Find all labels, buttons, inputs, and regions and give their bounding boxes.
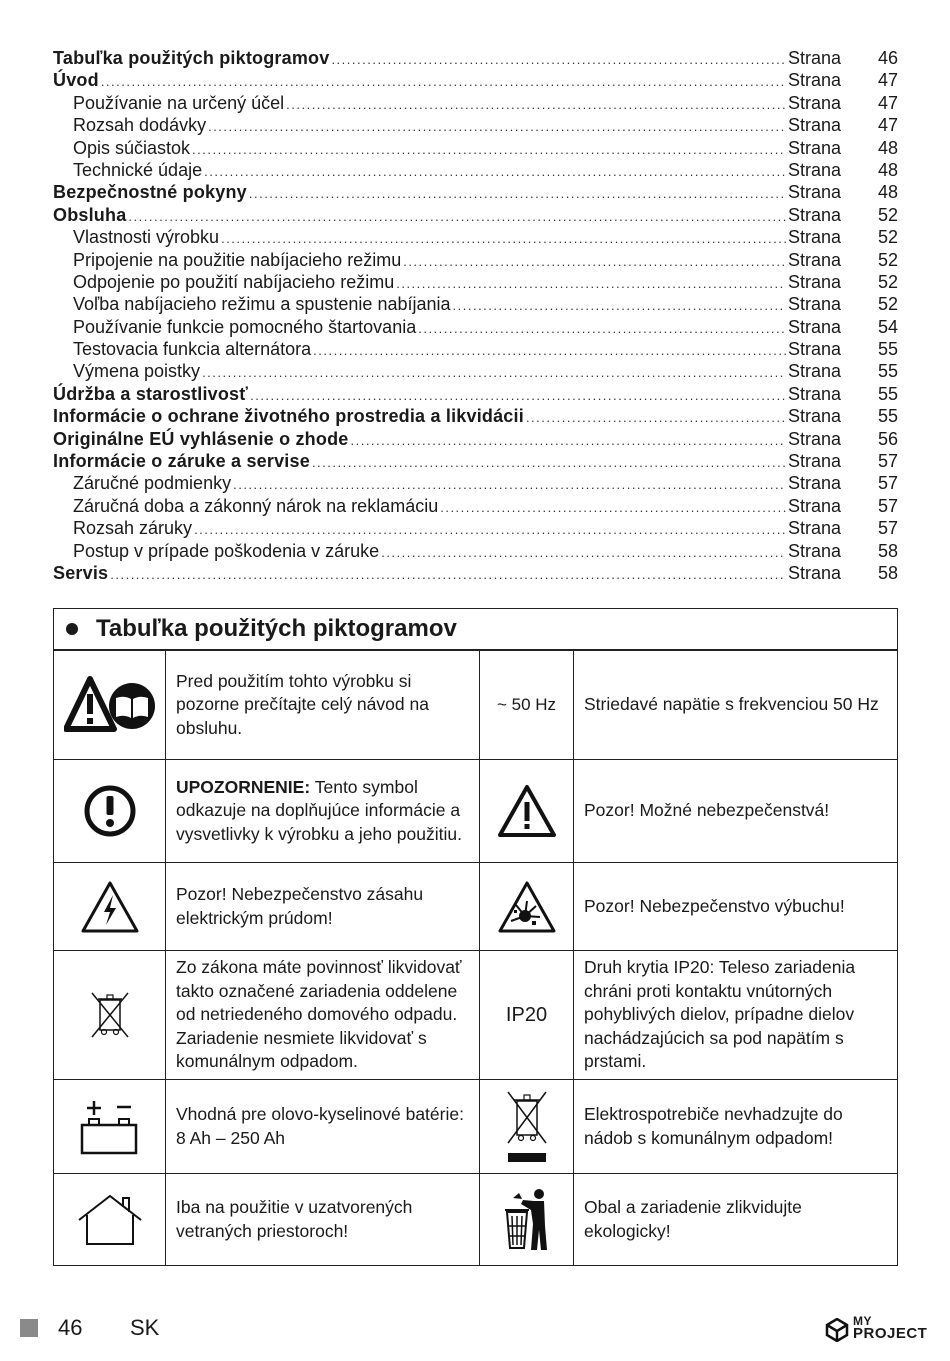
toc-entry bbox=[53, 271, 898, 293]
toc-page-label: Strana bbox=[788, 428, 842, 449]
toc-leader-dots bbox=[312, 452, 786, 474]
toc-page-number: 55 bbox=[877, 339, 898, 360]
pictogram-description: Obal a zariadenie zlikvidujte ekologicky! bbox=[584, 1197, 802, 1241]
toc-page-number: 48 bbox=[877, 137, 898, 158]
alternating-current-label: ~ 50 Hz bbox=[480, 651, 574, 759]
toc-leader-dots bbox=[313, 340, 786, 362]
ip20-label: IP20 bbox=[480, 951, 574, 1079]
pictogram-description: Iba na použitie v uzatvorených vetraných priestoroch! bbox=[166, 1174, 480, 1265]
pictogram-description: Pozor! Nebezpečenstvo výbuchu! bbox=[584, 895, 845, 916]
toc-page-number: 52 bbox=[877, 204, 898, 225]
toc-page-label: Strana bbox=[788, 473, 842, 494]
pictogram-row bbox=[54, 650, 897, 759]
explosion-hazard-icon bbox=[480, 863, 574, 950]
toc-leader-dots bbox=[202, 362, 786, 384]
logo-icon bbox=[825, 1318, 849, 1342]
pictogram-description: Zo zákona máte povinnosť likvidovať takto označené zariadenia oddelene od netriedeného domového odpadu. Zariadenie nesmiete likvidovať s komunálnym odpadom. bbox=[166, 951, 480, 1079]
exclamation-circle-icon bbox=[54, 760, 166, 862]
toc-page-number: 55 bbox=[877, 383, 898, 404]
pictogram-table bbox=[53, 608, 898, 1266]
toc-page-number: 47 bbox=[877, 115, 898, 136]
toc-page-number: 58 bbox=[877, 562, 898, 583]
toc-page-label: Strana bbox=[788, 406, 842, 427]
weee-bin-icon bbox=[480, 1080, 574, 1173]
toc-page-number: 54 bbox=[877, 316, 898, 337]
toc-entry bbox=[53, 517, 898, 539]
toc-page-label: Strana bbox=[788, 294, 842, 315]
toc-page-number: 55 bbox=[877, 406, 898, 427]
pictogram-row bbox=[54, 1079, 897, 1173]
toc-entry-title: Tabuľka použitých piktogramov bbox=[53, 48, 330, 68]
toc-page-number: 57 bbox=[877, 473, 898, 494]
toc-entry bbox=[53, 383, 898, 405]
toc-entry-title: Úvod bbox=[53, 70, 99, 91]
toc-page-number: 52 bbox=[877, 227, 898, 248]
toc-entry-title: Servis bbox=[53, 562, 109, 583]
toc-entry bbox=[53, 159, 898, 181]
toc-entry-title: Používanie na určený účel bbox=[73, 92, 285, 113]
toc-page-label: Strana bbox=[788, 70, 842, 91]
toc-entry-title: Technické údaje bbox=[73, 159, 203, 180]
pictogram-row bbox=[54, 759, 897, 862]
toc-entry bbox=[53, 472, 898, 494]
pictogram-table-header bbox=[54, 609, 897, 650]
recycle-person-bin-icon bbox=[480, 1174, 574, 1265]
pictogram-description: Vhodná pre olovo-kyselinové batérie: 8 Ah – 250 Ah bbox=[166, 1080, 480, 1173]
toc-page-label: Strana bbox=[788, 182, 842, 203]
pictogram-row bbox=[54, 862, 897, 950]
pictogram-description bbox=[166, 760, 480, 862]
toc-page-number: 57 bbox=[877, 495, 898, 516]
pictogram-row bbox=[54, 1173, 897, 1265]
toc-leader-dots bbox=[418, 318, 786, 340]
toc-leader-dots bbox=[403, 251, 786, 273]
toc-entry-title: Testovacia funkcia alternátora bbox=[73, 339, 312, 360]
toc-entry bbox=[53, 114, 898, 136]
toc-entry bbox=[53, 405, 898, 427]
battery-icon bbox=[54, 1080, 166, 1173]
toc-entry bbox=[53, 338, 898, 360]
footer-marker bbox=[20, 1319, 38, 1337]
toc-page-label: Strana bbox=[788, 249, 842, 270]
toc-page-label: Strana bbox=[788, 562, 842, 583]
toc-page-number: 58 bbox=[877, 540, 898, 561]
toc-page-label: Strana bbox=[788, 115, 842, 136]
page-footer bbox=[0, 1310, 950, 1350]
toc-page-number: 48 bbox=[877, 159, 898, 180]
toc-entry bbox=[53, 181, 898, 203]
pictogram-description: Pozor! Možné nebezpečenstvá! bbox=[584, 800, 830, 821]
toc-leader-dots bbox=[286, 94, 786, 116]
toc-entry-title: Obsluha bbox=[53, 204, 127, 225]
toc-leader-dots bbox=[350, 430, 786, 452]
toc-entry bbox=[53, 450, 898, 472]
toc-entry-title: Opis súčiastok bbox=[73, 137, 191, 158]
pictogram-description: Pred použitím tohto výrobku si pozorne prečítajte celý návod na obsluhu. bbox=[166, 651, 480, 759]
toc-page-label: Strana bbox=[788, 451, 842, 472]
toc-entry-title: Záručná doba a zákonný nárok na reklamáciu bbox=[73, 495, 439, 516]
toc-page-label: Strana bbox=[788, 495, 842, 516]
toc-page-label: Strana bbox=[788, 271, 842, 292]
toc-page-number: 52 bbox=[877, 271, 898, 292]
toc-leader-dots bbox=[396, 273, 786, 295]
toc-entry bbox=[53, 249, 898, 271]
toc-page-label: Strana bbox=[788, 361, 842, 382]
toc-leader-dots bbox=[440, 497, 786, 519]
toc-page-label: Strana bbox=[788, 540, 842, 561]
toc-entry bbox=[53, 204, 898, 226]
page-number: 46 bbox=[58, 1315, 83, 1340]
pictogram-description: Striedavé napätie s frekvenciou 50 Hz bbox=[584, 694, 879, 715]
toc-leader-dots bbox=[233, 474, 786, 496]
language-code: SK bbox=[130, 1315, 160, 1340]
toc-entry-title: Rozsah dodávky bbox=[73, 115, 207, 136]
toc-entry-title: Voľba nabíjacieho režimu a spustenie nabíjania bbox=[73, 294, 451, 315]
toc-page-label: Strana bbox=[788, 48, 842, 68]
toc-entry-title: Výmena poistky bbox=[73, 361, 201, 382]
toc-entry bbox=[53, 316, 898, 338]
toc-leader-dots bbox=[208, 116, 786, 138]
warning-and-manual-icon bbox=[54, 651, 166, 759]
toc-entry bbox=[53, 92, 898, 114]
warning-triangle-icon bbox=[480, 760, 574, 862]
toc-entry bbox=[53, 293, 898, 315]
toc-page-number: 57 bbox=[877, 518, 898, 539]
toc-page-label: Strana bbox=[788, 227, 842, 248]
toc-page-number: 52 bbox=[877, 294, 898, 315]
electric-hazard-icon bbox=[54, 863, 166, 950]
toc-page-number: 47 bbox=[877, 92, 898, 113]
toc-page-number: 52 bbox=[877, 249, 898, 270]
toc-entry bbox=[53, 495, 898, 517]
toc-leader-dots bbox=[221, 228, 786, 250]
toc-page-label: Strana bbox=[788, 339, 842, 360]
toc-entry bbox=[53, 540, 898, 562]
house-icon bbox=[54, 1174, 166, 1265]
crossed-bin-icon bbox=[54, 951, 166, 1079]
toc-leader-dots bbox=[331, 49, 786, 71]
toc-leader-dots bbox=[249, 183, 786, 205]
toc-leader-dots bbox=[128, 206, 786, 228]
toc-entry-title: Informácie o záruke a servise bbox=[53, 451, 310, 472]
toc-leader-dots bbox=[250, 385, 786, 407]
toc-entry bbox=[53, 360, 898, 382]
toc-leader-dots bbox=[526, 407, 786, 429]
toc-page-number: 56 bbox=[877, 428, 898, 449]
notice-text: Tento symbol odkazuje na doplňujúce informácie a vysvetlivky k výrobku a jeho použitiu. bbox=[176, 776, 462, 844]
toc-entry-title: Rozsah záruky bbox=[73, 518, 193, 539]
toc-entry-title: Informácie o ochrane životného prostredia a likvidácii bbox=[53, 406, 524, 427]
toc-leader-dots bbox=[101, 71, 786, 93]
pictogram-description: Elektrospotrebiče nevhadzujte do nádob s komunálnym odpadom! bbox=[584, 1104, 843, 1148]
toc-entry bbox=[53, 47, 898, 69]
toc-page-label: Strana bbox=[788, 137, 842, 158]
toc-entry bbox=[53, 562, 898, 584]
toc-page-label: Strana bbox=[788, 518, 842, 539]
toc-entry-title: Vlastnosti výrobku bbox=[73, 227, 220, 248]
brand-logo bbox=[825, 1314, 935, 1346]
toc-entry-title: Originálne EÚ vyhlásenie o zhode bbox=[53, 428, 349, 449]
toc-page-number: 48 bbox=[877, 182, 898, 203]
toc-leader-dots bbox=[110, 564, 786, 586]
toc-leader-dots bbox=[204, 161, 786, 183]
toc-entry-title: Bezpečnostné pokyny bbox=[53, 182, 247, 203]
notice-label: UPOZORNENIE: bbox=[176, 776, 311, 797]
pictogram-description: Pozor! Nebezpečenstvo zásahu elektrickým prúdom! bbox=[166, 863, 480, 950]
toc-page-number: 57 bbox=[877, 451, 898, 472]
toc-entry-title: Záručné podmienky bbox=[73, 473, 232, 494]
logo-text-my: MY bbox=[853, 1314, 872, 1328]
toc-page-number: 46 bbox=[877, 48, 898, 68]
toc-page-number: 55 bbox=[877, 361, 898, 382]
bullet-icon bbox=[66, 623, 78, 635]
toc-leader-dots bbox=[192, 139, 786, 161]
toc-entry-title: Používanie funkcie pomocného štartovania bbox=[73, 316, 417, 337]
toc-leader-dots bbox=[453, 295, 786, 317]
toc-page-label: Strana bbox=[788, 316, 842, 337]
pictogram-row bbox=[54, 950, 897, 1079]
toc-entry bbox=[53, 226, 898, 248]
table-of-contents bbox=[53, 47, 898, 584]
toc-entry-title: Postup v prípade poškodenia v záruke bbox=[73, 540, 380, 561]
pictogram-table-title: Tabuľka použitých piktogramov bbox=[96, 615, 457, 642]
toc-page-label: Strana bbox=[788, 92, 842, 113]
toc-entry bbox=[53, 69, 898, 91]
logo-text-project: PROJECT bbox=[853, 1325, 928, 1342]
toc-entry bbox=[53, 137, 898, 159]
toc-entry-title: Odpojenie po použití nabíjacieho režimu bbox=[73, 271, 395, 292]
pictogram-description: Druh krytia IP20: Teleso zariadenia chráni proti kontaktu vnútorných pohyblivých dielov, prípadne dielov nachádzajúcich sa pod napätím s prstami. bbox=[584, 957, 856, 1072]
toc-entry-title: Údržba a starostlivosť bbox=[53, 383, 249, 404]
toc-page-label: Strana bbox=[788, 159, 842, 180]
toc-page-number: 47 bbox=[877, 70, 898, 91]
toc-page-label: Strana bbox=[788, 383, 842, 404]
toc-leader-dots bbox=[194, 519, 786, 541]
toc-page-label: Strana bbox=[788, 204, 842, 225]
toc-entry bbox=[53, 428, 898, 450]
toc-leader-dots bbox=[381, 542, 786, 564]
toc-entry-title: Pripojenie na použitie nabíjacieho režimu bbox=[73, 249, 402, 270]
